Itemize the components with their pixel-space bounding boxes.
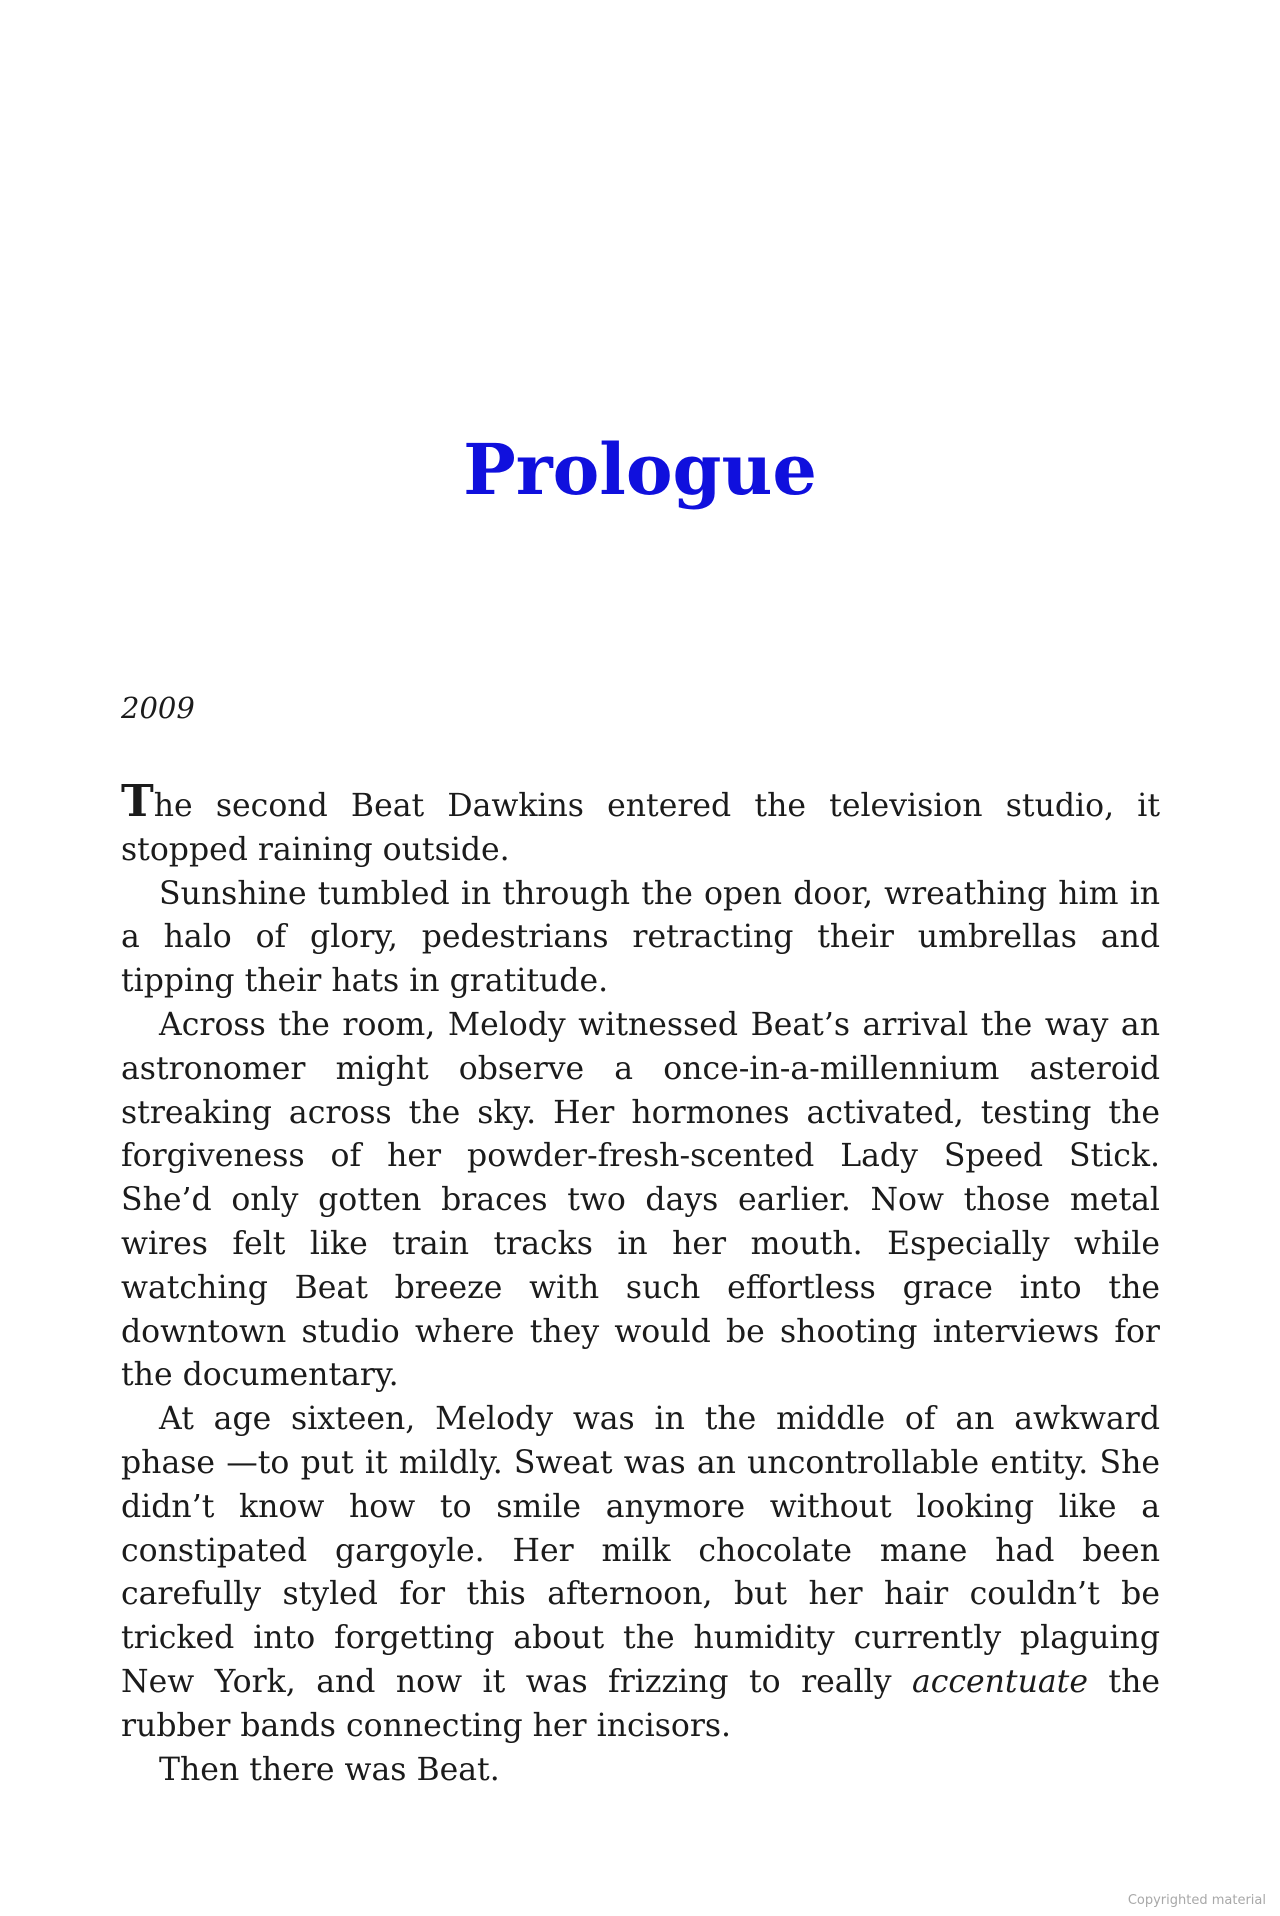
body-text (121, 776, 1160, 1792)
paragraph-3: Across the room, Melody witnessed Beat’s arrival the way an astronomer might observe a once-in-a-millennium asteroid streaking across the sky. Her hormones activated, testing the forgiveness of her powder-fresh-scented Lady Speed Stick. She’d only gotten braces two days earlier. Now those metal wires felt like train tracks in her mouth. Especially while watching Beat breeze with such effortless grace into the downtown studio where they would be shooting interviews for the documentary. (121, 1006, 1160, 1394)
paragraph-2: Sunshine tumbled in through the open door, wreathing him in a halo of glory, pedestrians retracting their umbrellas and tipping their hats in gratitude. (121, 875, 1160, 1000)
copyright-watermark: Copyrighted material (1127, 1893, 1266, 1908)
paragraph-1-text: he second Beat Dawkins entered the television studio, it stopped raining outside. (121, 788, 1160, 868)
paragraph-4 (121, 1398, 1160, 1748)
paragraph-1 (121, 776, 1160, 873)
paragraph-4-emphasis: accentuate (911, 1663, 1088, 1700)
paragraph-5: Then there was Beat. (159, 1751, 500, 1788)
chapter-title: Prologue (463, 428, 817, 511)
paragraph-4-text-after: the rubber bands connecting her incisors. (121, 1663, 1160, 1744)
drop-cap: T (121, 776, 154, 827)
dateline: 2009 (121, 691, 195, 725)
paragraph-4-text-before: At age sixteen, Melody was in the middle of an awkward phase —to put it mildly. Sweat was an uncontrollable entity. She didn’t know how to smile anymore without looking like a constipated gargoyle. Her milk chocolate mane had been carefully styled for this afternoon, but her hair couldn’t be tricked into forgetting about the humidity currently plaguing New York, and now it was frizzing to really (121, 1401, 1160, 1700)
